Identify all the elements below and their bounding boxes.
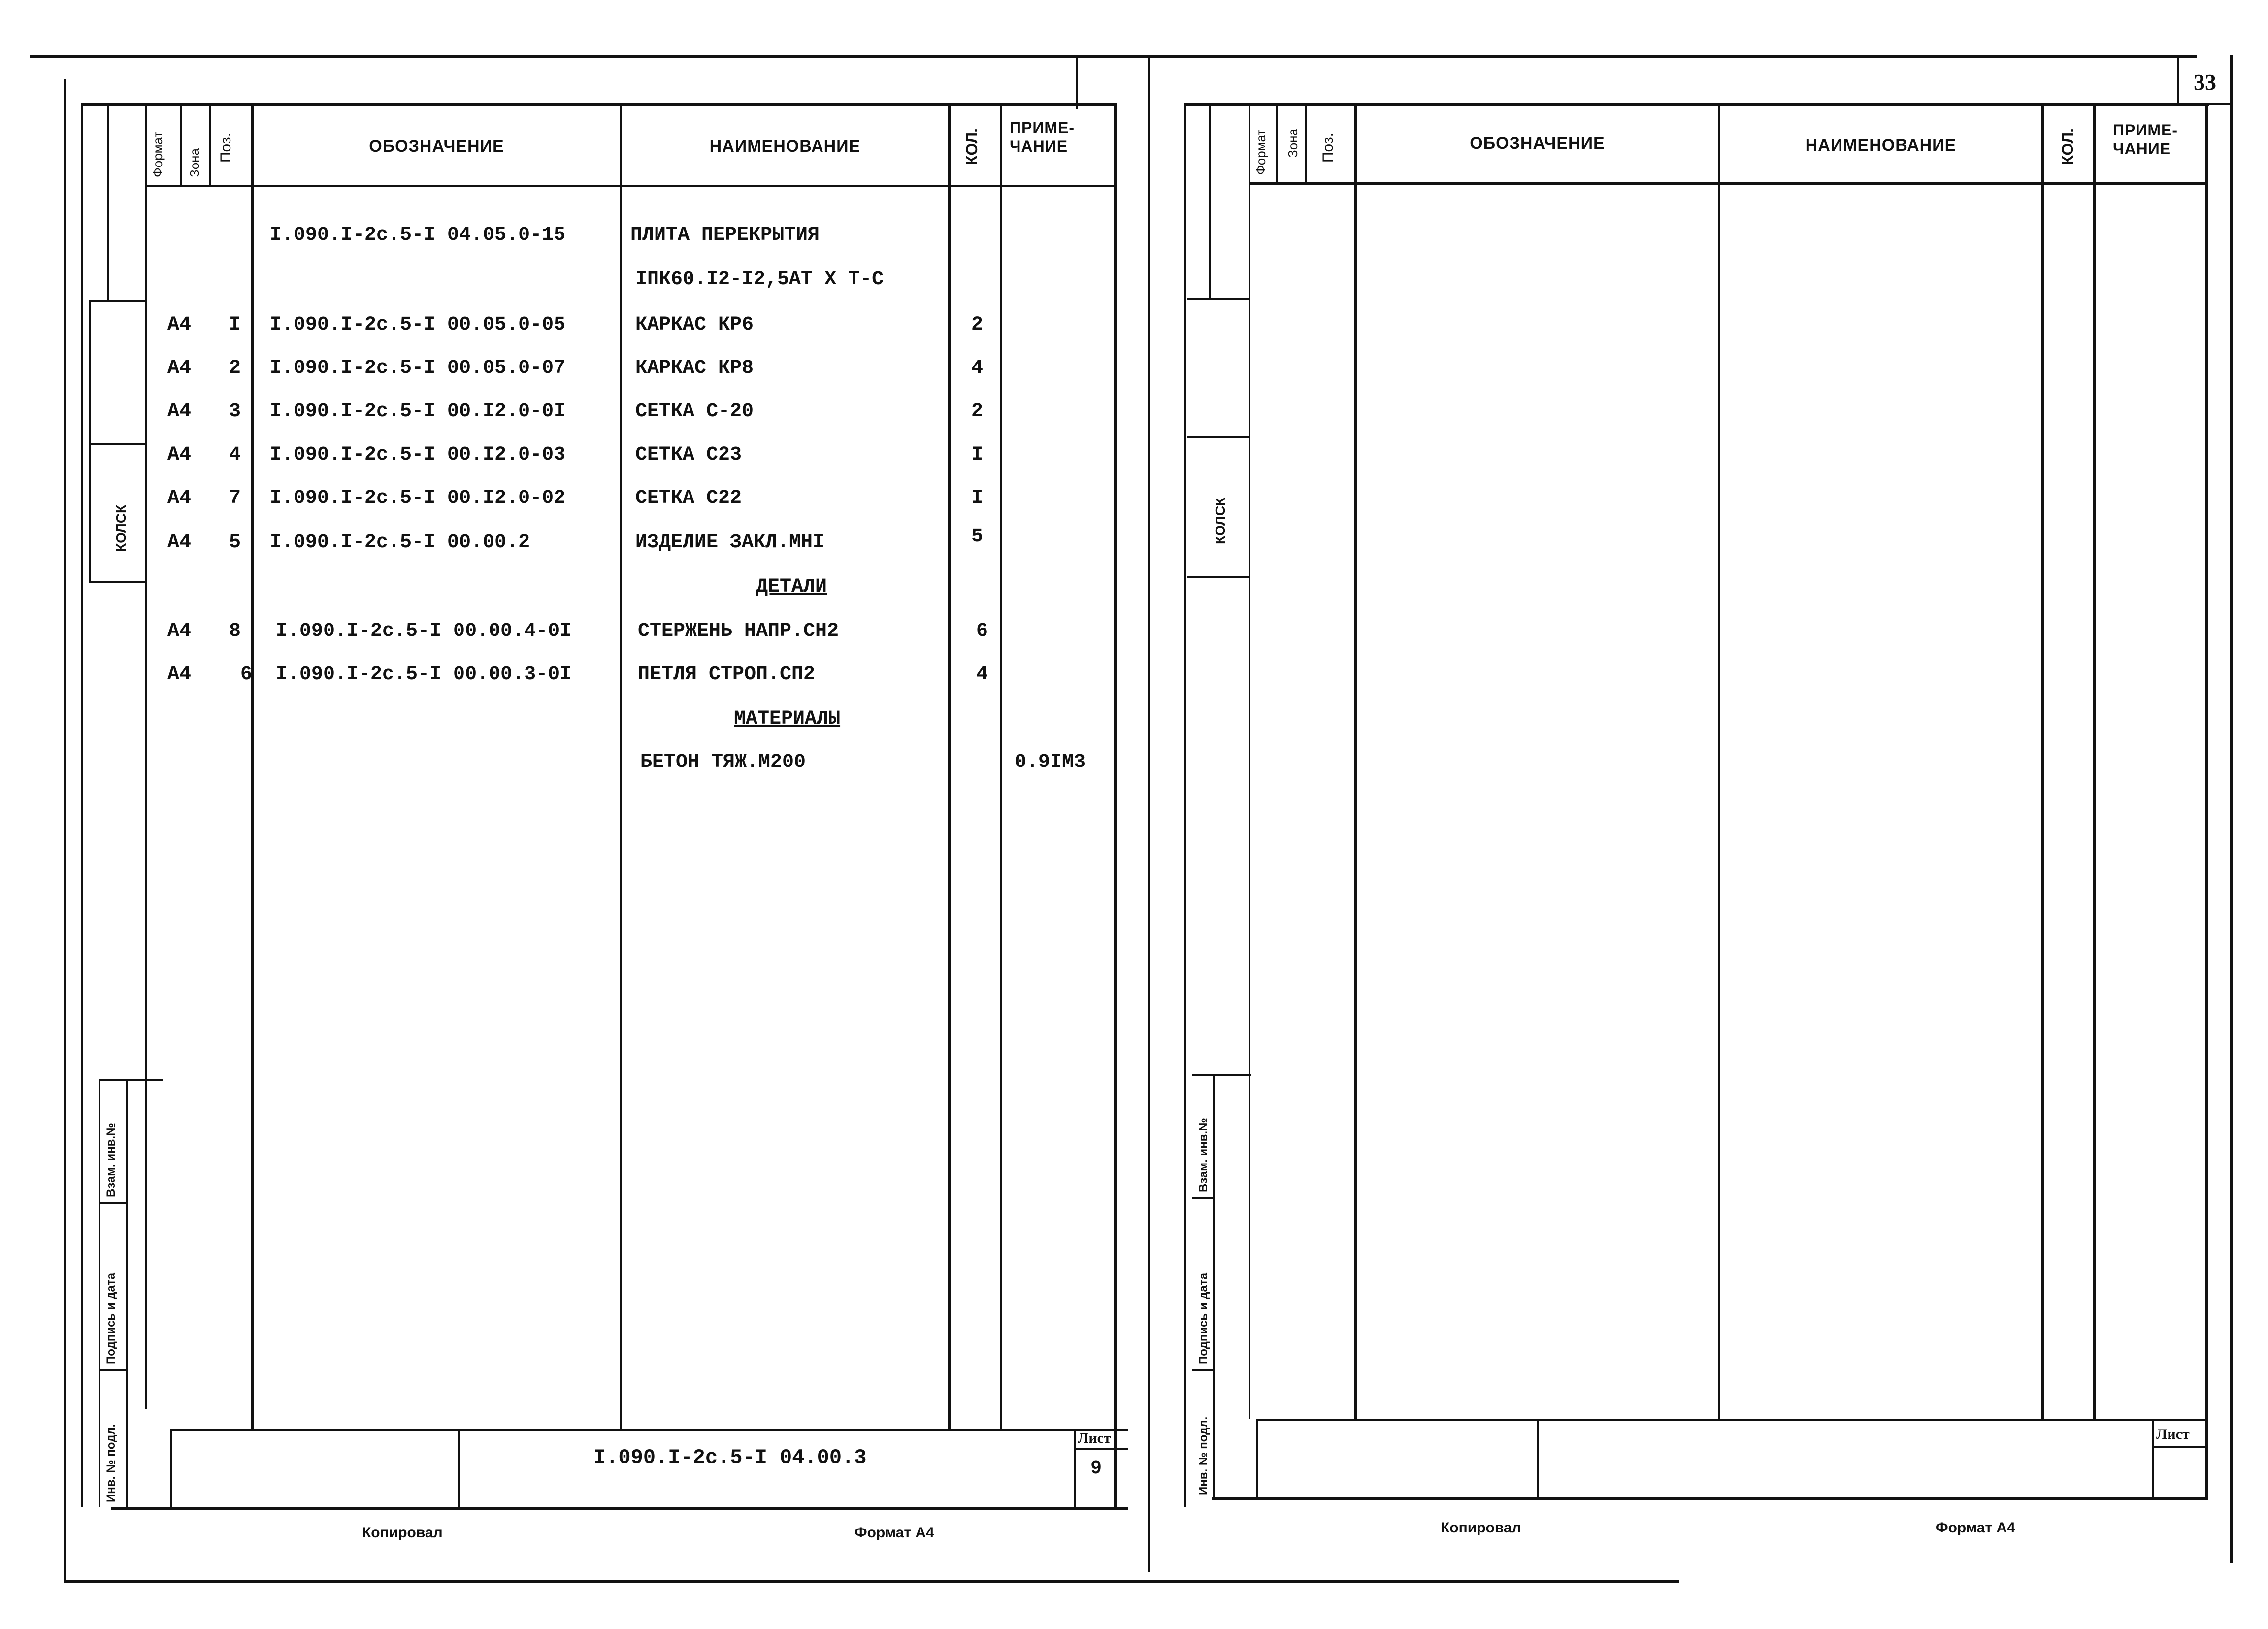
left-hdr-name: НАИМЕНОВАНИЕ bbox=[709, 137, 861, 156]
right-hdr-format: Формат bbox=[1253, 129, 1268, 175]
left-sheet-label: Лист bbox=[1078, 1430, 1111, 1446]
left-col-qty bbox=[948, 103, 951, 1429]
right-stamp-top bbox=[1192, 1074, 1251, 1076]
right-hdr-zone: Зона bbox=[1285, 129, 1300, 158]
right-stamp-inv: Инв. № подл. bbox=[1197, 1416, 1210, 1495]
right-frame-right bbox=[2205, 103, 2208, 1500]
outer-right-line bbox=[2230, 55, 2233, 1563]
table-row-designation: I.090.I-2c.5-I 00.00.3-0I bbox=[276, 664, 572, 686]
right-stamp-sign: Подпись и дата bbox=[1197, 1273, 1210, 1364]
table-row-name: СЕТКА С-20 bbox=[635, 400, 754, 423]
left-strip-v bbox=[89, 300, 91, 581]
right-footer-format: Формат А4 bbox=[1936, 1520, 2015, 1536]
table-row-qty: 2 bbox=[971, 314, 984, 336]
left-sheet-number: 9 bbox=[1091, 1457, 1102, 1478]
table-row-designation: I.090.I-2c.5-I 04.05.0-15 bbox=[270, 224, 566, 246]
right-stamp-h2 bbox=[1192, 1369, 1214, 1371]
table-row-qty: I bbox=[971, 487, 984, 509]
table-row-note: 0.9IМ3 bbox=[1015, 751, 1086, 773]
left-tb-left bbox=[170, 1429, 172, 1507]
page-number-box-left bbox=[2177, 55, 2179, 104]
right-strip-b3 bbox=[1187, 576, 1249, 578]
section-heading-details: ДЕТАЛИ bbox=[756, 576, 827, 598]
table-row-name: IПК60.I2-I2,5АТ Х Т-С bbox=[635, 268, 884, 291]
left-stamp-repl: Взам. инв.№ bbox=[104, 1123, 118, 1197]
table-row-qty: 4 bbox=[971, 357, 984, 379]
right-strip-b2 bbox=[1187, 436, 1249, 438]
left-stamp-top bbox=[99, 1079, 163, 1081]
table-row-name: СЕТКА С23 bbox=[635, 444, 742, 466]
outer-left-line bbox=[64, 79, 66, 1581]
table-row-format: А4 bbox=[167, 357, 192, 379]
left-tb-top bbox=[170, 1429, 1128, 1431]
table-row-name: СЕТКА С22 bbox=[635, 487, 742, 509]
left-tb-sheetbox bbox=[1074, 1429, 1076, 1507]
page-number: 33 bbox=[2194, 69, 2216, 95]
table-row-qty: 4 bbox=[976, 664, 988, 686]
table-row-designation: I.090.I-2c.5-I 00.00.2 bbox=[270, 532, 530, 554]
left-stamp-sign: Подпись и дата bbox=[104, 1273, 118, 1364]
left-col-pos bbox=[209, 103, 211, 185]
left-strip-b3 bbox=[89, 581, 145, 583]
table-row-designation: I.090.I-2c.5-I 00.00.4-0I bbox=[276, 620, 572, 642]
right-frame-left bbox=[1184, 103, 1186, 1507]
table-row-pos: 3 bbox=[229, 400, 241, 423]
table-row-qty: 5 bbox=[971, 526, 984, 548]
left-col-designation bbox=[251, 103, 254, 1429]
right-col-format bbox=[1249, 103, 1250, 1419]
left-footer-copied: Копировал bbox=[362, 1525, 443, 1541]
left-header-bottom bbox=[145, 185, 1116, 187]
table-row-format: А4 bbox=[167, 444, 192, 466]
outer-top-line bbox=[30, 55, 2197, 58]
table-row-qty: 2 bbox=[971, 400, 984, 423]
left-stamp-h1 bbox=[99, 1202, 126, 1204]
left-col-name bbox=[620, 103, 622, 1429]
table-row-name: ПЕТЛЯ СТРОП.СП2 bbox=[638, 664, 816, 686]
right-sheet-label: Лист bbox=[2156, 1426, 2190, 1442]
left-stamp-v1 bbox=[99, 1079, 100, 1507]
table-row-format: А4 bbox=[167, 314, 192, 336]
table-row-pos: 8 bbox=[229, 620, 241, 642]
right-footer-copied: Копировал bbox=[1441, 1520, 1521, 1536]
table-row-pos: 6 bbox=[240, 664, 253, 686]
right-col-qty bbox=[2041, 103, 2044, 1419]
left-tb-sheetline bbox=[1074, 1448, 1128, 1450]
table-row-format: А4 bbox=[167, 620, 192, 642]
left-stamp-h2 bbox=[99, 1369, 126, 1371]
left-hdr-qty: КОЛ. bbox=[963, 128, 981, 165]
divider-left-tick bbox=[1076, 55, 1078, 109]
table-row-name: ИЗДЕЛИЕ ЗАКЛ.МНI bbox=[635, 532, 825, 554]
table-row-format: А4 bbox=[167, 487, 192, 509]
right-col-pos bbox=[1305, 103, 1307, 182]
outer-bottom-line bbox=[64, 1580, 1679, 1583]
left-hdr-format: Формат bbox=[150, 132, 165, 177]
right-tb-sheetbox bbox=[2152, 1419, 2154, 1497]
right-header-bottom bbox=[1249, 182, 2208, 185]
right-hdr-pos: Поз. bbox=[1320, 133, 1336, 163]
right-col-name bbox=[1718, 103, 1720, 1419]
left-margin-line bbox=[81, 103, 83, 1507]
left-strip-b2 bbox=[89, 443, 145, 445]
right-frame-top bbox=[1184, 103, 2209, 106]
right-side-label: КОЛСК bbox=[1213, 497, 1228, 544]
left-stamp-v2 bbox=[126, 1079, 128, 1507]
table-row-designation: I.090.I-2c.5-I 00.I2.0-03 bbox=[270, 444, 566, 466]
table-row-name: СТЕРЖЕНЬ НАПР.СН2 bbox=[638, 620, 839, 642]
sheet-divider bbox=[1148, 55, 1150, 1572]
left-hdr-zone: Зона bbox=[187, 148, 202, 177]
left-footer-format: Формат А4 bbox=[855, 1525, 934, 1541]
right-col-designation bbox=[1354, 103, 1357, 1419]
right-tb-top bbox=[1256, 1419, 2206, 1421]
left-stamp-inv: Инв. № подл. bbox=[104, 1424, 118, 1502]
table-row-pos: I bbox=[229, 314, 241, 336]
left-col-note bbox=[1000, 103, 1002, 1429]
right-col-note bbox=[2093, 103, 2096, 1419]
right-stamp-v bbox=[1213, 1074, 1215, 1497]
table-row-format: А4 bbox=[167, 400, 192, 423]
table-row-designation: I.090.I-2c.5-I 00.I2.0-0I bbox=[270, 400, 566, 423]
right-strip-inner bbox=[1209, 103, 1211, 298]
table-row-name: БЕТОН ТЯЖ.М200 bbox=[640, 751, 806, 773]
left-frame-right bbox=[1114, 103, 1117, 1507]
table-row-format: А4 bbox=[167, 664, 192, 686]
left-tb-div bbox=[458, 1429, 460, 1507]
right-stamp-repl: Взам. инв.№ bbox=[1197, 1118, 1210, 1192]
right-hdr-name: НАИМЕНОВАНИЕ bbox=[1805, 136, 1957, 155]
right-hdr-designation: ОБОЗНАЧЕНИЕ bbox=[1470, 134, 1605, 153]
left-hdr-note: ПРИМЕ-ЧАНИЕ bbox=[1010, 119, 1075, 155]
table-row-pos: 5 bbox=[229, 532, 241, 554]
left-hdr-pos: Поз. bbox=[218, 133, 234, 163]
left-hdr-designation: ОБОЗНАЧЕНИЕ bbox=[369, 137, 504, 156]
table-row-qty: I bbox=[971, 444, 984, 466]
left-frame-top bbox=[81, 103, 1116, 106]
left-col-format bbox=[145, 103, 147, 1409]
left-doc-code: I.090.I-2c.5-I 04.00.3 bbox=[593, 1446, 867, 1469]
table-row-format: А4 bbox=[167, 532, 192, 554]
table-row-pos: 4 bbox=[229, 444, 241, 466]
table-row-designation: I.090.I-2c.5-I 00.I2.0-02 bbox=[270, 487, 566, 509]
table-row-pos: 2 bbox=[229, 357, 241, 379]
left-col-zone bbox=[180, 103, 182, 185]
right-tb-div bbox=[1537, 1419, 1539, 1497]
right-stamp-h1 bbox=[1192, 1197, 1214, 1199]
right-hdr-qty: КОЛ. bbox=[2059, 128, 2076, 165]
table-row-name: КАРКАС КР6 bbox=[635, 314, 754, 336]
left-side-label: КОЛСК bbox=[113, 504, 129, 552]
table-row-name: КАРКАС КР8 bbox=[635, 357, 754, 379]
left-strip-inner bbox=[107, 103, 109, 300]
table-row-designation: I.090.I-2c.5-I 00.05.0-05 bbox=[270, 314, 566, 336]
section-heading-materials: МАТЕРИАЛЫ bbox=[734, 708, 841, 730]
left-frame-bottom bbox=[111, 1507, 1128, 1510]
table-row-pos: 7 bbox=[229, 487, 241, 509]
table-row-qty: 6 bbox=[976, 620, 988, 642]
table-row-designation: I.090.I-2c.5-I 00.05.0-07 bbox=[270, 357, 566, 379]
right-tb-sheetline bbox=[2152, 1446, 2206, 1448]
right-hdr-note: ПРИМЕ-ЧАНИЕ bbox=[2113, 121, 2178, 158]
right-tb-left bbox=[1256, 1419, 1258, 1497]
right-frame-bottom bbox=[1212, 1497, 2206, 1500]
right-strip-b1 bbox=[1187, 298, 1249, 300]
left-strip-b1 bbox=[89, 300, 145, 302]
table-row-name: ПЛИТА ПЕРЕКРЫТИЯ bbox=[630, 224, 820, 246]
right-col-zone bbox=[1276, 103, 1278, 182]
